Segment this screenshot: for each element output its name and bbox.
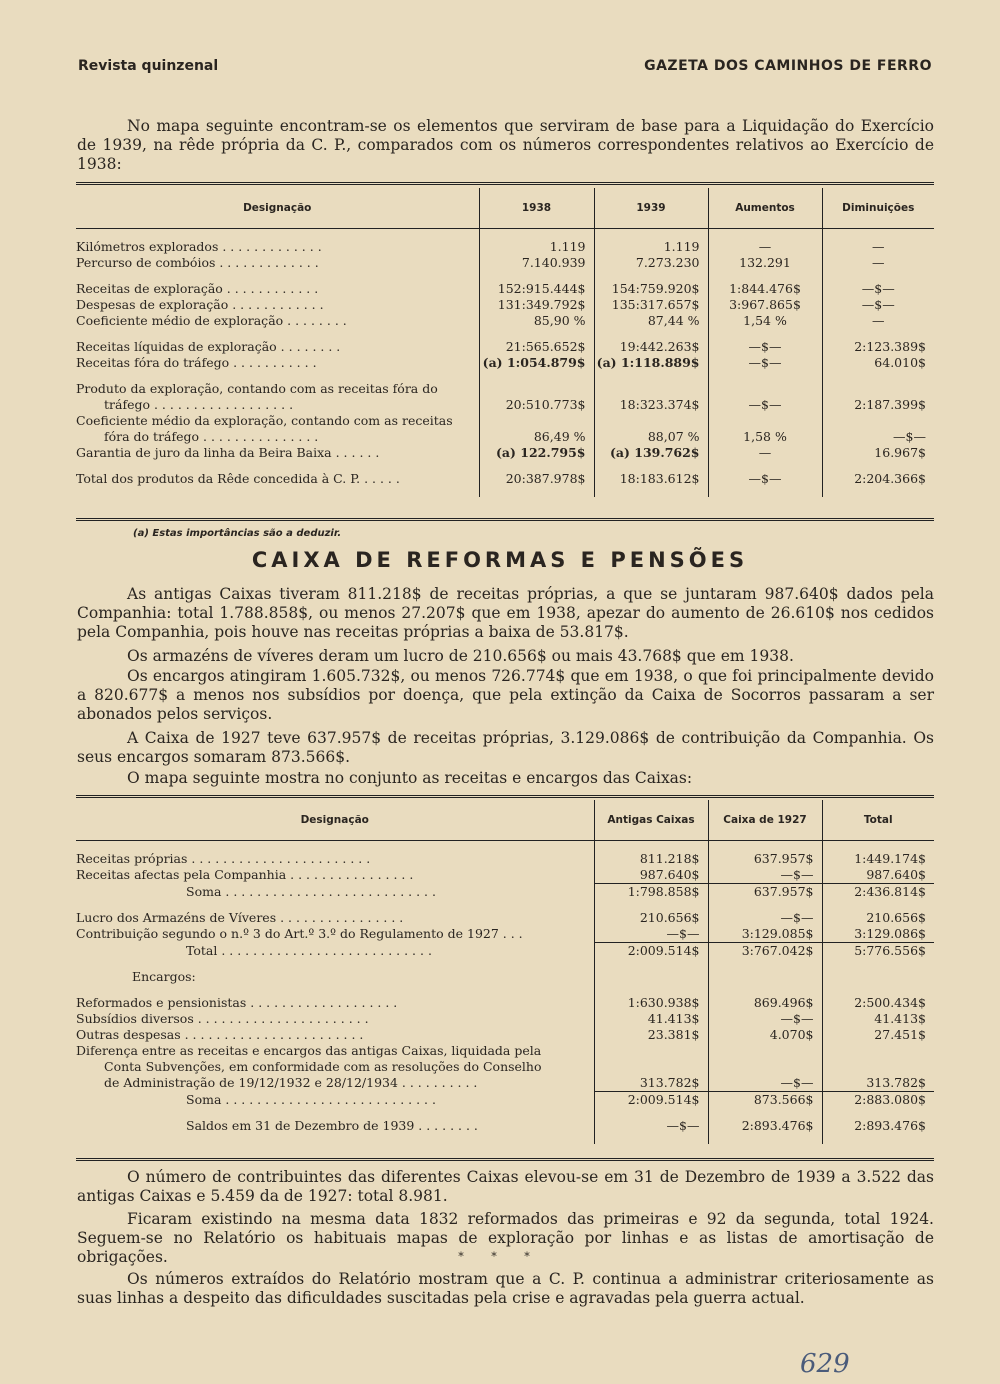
table-row: Diferença entre as receitas e encargos das antigas Caixas, liquidada pela [76,1043,934,1059]
table2-header-cell: Caixa de 1927 [708,800,822,841]
table-row: Lucro dos Armazéns de Víveres . . . . . . . . . . . . . . . . 210.656$ —$— 210.656$ [76,910,934,926]
table2-bottom-rule [76,1158,934,1161]
table-row: Conta Subvenções, em conformidade com as resoluções do Conselho [76,1059,934,1075]
table-footnote: (a) Estas importâncias são a deduzir. [133,528,342,539]
table-row: Coeficiente médio de exploração . . . . . . . . 85,90 % 87,44 % 1,54 % — [76,313,934,329]
table1-header-cell: Designação [76,188,479,229]
table-row: Saldos em 31 de Dezembro de 1939 . . . . . . . . —$— 2:893.476$ 2:893.476$ [76,1118,934,1134]
closing-paragraph: Ficaram existindo na mesma data 1832 reformados das primeiras e 92 da segunda, total 1924. Seguem-se no Relatório os habituais mapas de exploração por linhas e as listas de amortisação de obrigações. [77,1210,934,1266]
running-header-left: Revista quinzenal [78,58,219,74]
body-paragraph: Os armazéns de víveres deram um lucro de 210.656$ ou mais 43.768$ que em 1938. [127,647,794,665]
table-row: fóra do tráfego . . . . . . . . . . . . . . . 86,49 % 88,07 % 1,58 % —$— [76,429,934,445]
table-row: Reformados e pensionistas . . . . . . . . . . . . . . . . . . . 1:630.938$ 869.496$ 2:500.434$ [76,995,934,1011]
body-paragraph: Os encargos atingiram 1.605.732$, ou menos 726.774$ que em 1938, o que foi principalmente devido a 820.677$ a menos nos subsídios por doença, que pela extinção da Caixa de Socorros passaram a ser abonados pelos serviços. [77,667,934,723]
table1-header-cell: Diminuições [822,188,934,229]
table-row: Total . . . . . . . . . . . . . . . . . . . . . . . . . . . 2:009.514$ 3:767.042$ 5:776.556$ [76,943,934,960]
table-row: de Administração de 19/12/1932 e 28/12/1934 . . . . . . . . . . 313.782$ —$— 313.782$ [76,1075,934,1092]
table-row: Soma . . . . . . . . . . . . . . . . . . . . . . . . . . . 1:798.858$ 637.957$ 2:436.814$ [76,884,934,901]
final-paragraph: Os números extraídos do Relatório mostram que a C. P. continua a administrar criteriosamente as suas linhas a despeito das dificuldades suscitadas pela crise e agravadas pela guerra actual. [77,1270,934,1307]
table-row: Produto da exploração, contando com as receitas fóra do [76,381,934,397]
table2-header-cell: Antigas Caixas [594,800,708,841]
table-row: Receitas de exploração . . . . . . . . . . . . 152:915.444$ 154:759.920$ 1:844.476$ —$— [76,281,934,297]
section-separator: * * * [458,1250,542,1263]
table-row: Percurso de combóios . . . . . . . . . . . . . 7.140.939 7.273.230 132.291 — [76,255,934,271]
liquidation-table [76,188,934,497]
table-row: Receitas próprias . . . . . . . . . . . . . . . . . . . . . . . 811.218$ 637.957$ 1:449.174$ [76,851,934,867]
body-paragraph: O mapa seguinte mostra no conjunto as receitas e encargos das Caixas: [127,769,693,787]
running-header-right: GAZETA DOS CAMINHOS DE FERRO [644,58,932,74]
pensions-table [76,800,934,1144]
intro-paragraph [77,117,934,174]
table-row: Coeficiente médio da exploração, contando com as receitas [76,413,934,429]
page-number: 629 [800,1349,850,1379]
table1-top-rule [76,182,934,185]
table-row: Kilómetros explorados . . . . . . . . . . . . . 1.119 1.119 — — [76,239,934,255]
table-row: Soma . . . . . . . . . . . . . . . . . . . . . . . . . . . 2:009.514$ 873.566$ 2:883.080$ [76,1092,934,1109]
table-row: Outras despesas . . . . . . . . . . . . . . . . . . . . . . . 23.381$ 4.070$ 27.451$ [76,1027,934,1043]
table-row: Contribuição segundo o n.º 3 do Art.º 3.º do Regulamento de 1927 . . . —$— 3:129.085$ 3:129.086$ [76,926,934,943]
table1-header-cell: 1939 [594,188,708,229]
table1-header-cell: Aumentos [708,188,822,229]
closing-paragraph: O número de contribuintes das diferentes Caixas elevou-se em 31 de Dezembro de 1939 a 3.522 das antigas Caixas e 5.459 da de 1927: total 8.981. [77,1168,934,1205]
table-row: Receitas afectas pela Companhia . . . . . . . . . . . . . . . . 987.640$ —$— 987.640$ [76,867,934,884]
table-row: Encargos: [76,969,934,985]
table-row: Receitas líquidas de exploração . . . . . . . . 21:565.652$ 19:442.263$ —$— 2:123.389$ [76,339,934,355]
section-title: CAIXA DE REFORMAS E PENSÕES [251,548,749,572]
body-paragraph: A Caixa de 1927 teve 637.957$ de receitas próprias, 3.129.086$ de contribuição da Companhia. Os seus encargos somaram 873.566$. [77,729,934,766]
table2-header-cell: Total [822,800,934,841]
table1-header-cell: 1938 [479,188,594,229]
table-row: Total dos produtos da Rêde concedida à C. P. . . . . . 20:387.978$ 18:183.612$ —$— 2:204.366$ [76,471,934,487]
table-row: Receitas fóra do tráfego . . . . . . . . . . . (a) 1:054.879$ (a) 1:118.889$ —$— 64.010$ [76,355,934,371]
table2-header-row [76,800,934,841]
table2-header-cell: Designação [76,800,594,841]
table1-bottom-rule [76,518,934,521]
table1-header-row [76,188,934,229]
table-row: Subsídios diversos . . . . . . . . . . . . . . . . . . . . . . 41.413$ —$— 41.413$ [76,1011,934,1027]
table-row: Despesas de exploração . . . . . . . . . . . . 131:349.792$ 135:317.657$ 3:967.865$ —$— [76,297,934,313]
body-paragraph: As antigas Caixas tiveram 811.218$ de receitas próprias, a que se juntaram 987.640$ dados pela Companhia: total 1.788.858$, ou menos 27.207$ que em 1938, apezar do aumento de 26.610$ nos cedidos pela Companhia, pois houve nas receitas próprias a baixa de 53.817$. [77,585,934,641]
table-row: tráfego . . . . . . . . . . . . . . . . . . 20:510.773$ 18:323.374$ —$— 2:187.399$ [76,397,934,413]
table2-top-rule [76,795,934,798]
intro-text: No mapa seguinte encontram-se os elementos que serviram de base para a Liquidação do Exercício de 1939, na rêde própria da C. P., comparados com os números correspondentes relativos ao Exercício de 1938: [77,117,934,173]
table-row: Garantia de juro da linha da Beira Baixa . . . . . . (a) 122.795$ (a) 139.762$ — 16.967$ [76,445,934,461]
